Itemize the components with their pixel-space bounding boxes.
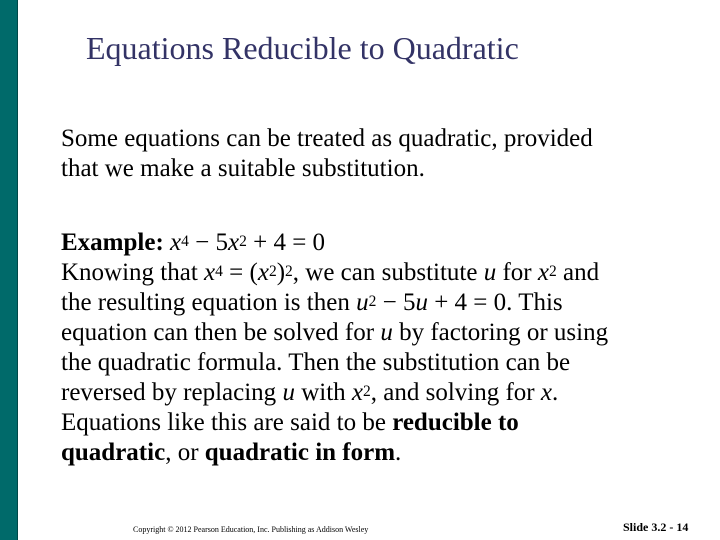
body-line-3: the resulting equation is then $u^2 - 5u + 4 = 0$. This	[61, 289, 563, 316]
slide-title: Equations Reducible to Quadratic	[86, 30, 519, 66]
intro-paragraph	[61, 124, 593, 184]
copyright-footer: Copyright © 2012 Pearson Education, Inc. Publishing as Addison Wesley	[133, 525, 369, 534]
body-line-4: equation can then be solved for u by factoring or using	[61, 319, 609, 346]
slide-number: Slide 3.2 - 14	[623, 520, 689, 534]
example-line: Example: $x^4 - 5x^2 + 4 = 0$	[61, 229, 326, 256]
body-line-5: the quadratic formula. Then the substitution can be	[61, 349, 571, 376]
intro-line-2: that we make a suitable substitution.	[61, 155, 425, 182]
example-label: Example:	[61, 229, 164, 256]
example-paragraph	[61, 228, 608, 468]
body-line-6: reversed by replacing u with $x^2$, and solving for x.	[61, 379, 559, 406]
left-accent-bar	[0, 0, 18, 540]
intro-line-1: Some equations can be treated as quadratic, provided	[61, 125, 593, 152]
body-line-2: Knowing that $x^4 = (x^2)^2$, we can substitute u for $x^2$ and	[61, 259, 600, 286]
body-line-8: quadratic, or quadratic in form.	[61, 439, 402, 466]
body-line-7: Equations like this are said to be reducible to	[61, 409, 519, 436]
